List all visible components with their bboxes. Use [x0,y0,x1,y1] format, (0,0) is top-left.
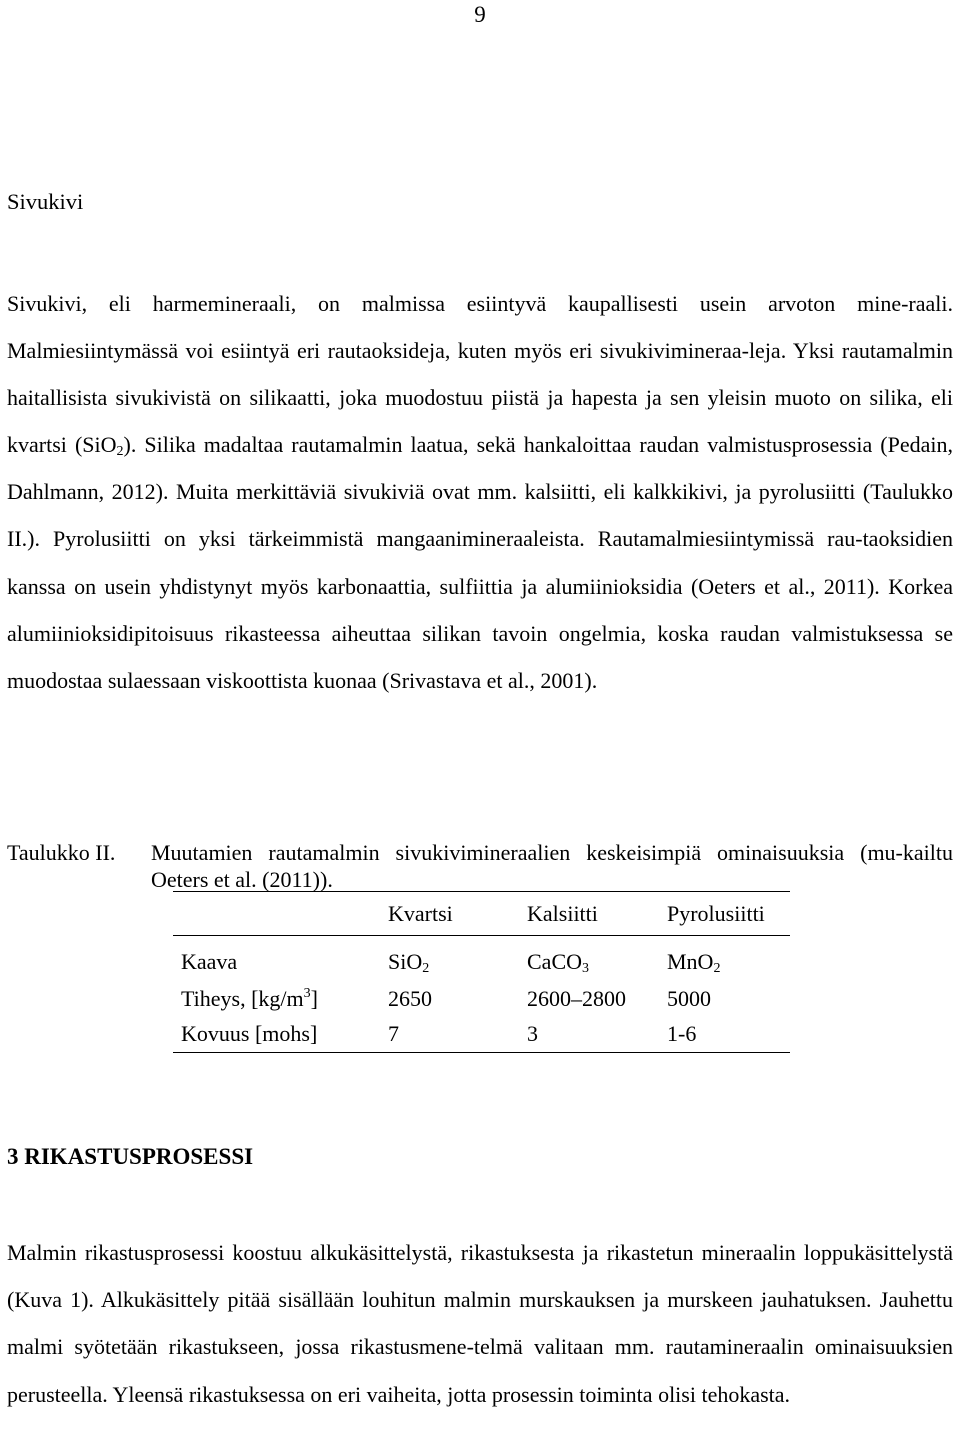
page-number: 9 [474,2,486,27]
table-cell: 5000 [667,985,711,1011]
section-heading: Sivukivi [7,189,84,214]
body-paragraph: Malmin rikastusprosessi koostuu alkukäsittelystä, rikastuksesta ja rikastetun mineraalin loppukäsittelystä (Kuva 1). Alkukäsittely pitää sisällään louhitun malmin murskauksen ja murskeen jauhatuksen. Jauhettu malmi syötetään rikastukseen, jossa rikastusmene-telmä valitaan mm. rautamineraalin ominaisuuksien perusteella. Yleensä rikastuksessa on eri vaiheita, jotta prosessin toiminta olisi tehokasta. [7,1240,953,1407]
table-header-cell: Kalsiitti [519,892,659,936]
table-header-cell: Pyrolusiitti [659,892,790,936]
table-caption-label: Taulukko II. [7,840,116,865]
subscript: 2 [116,444,124,460]
table-caption-text: Muutamien rautamalmin sivukivimineraalien keskeisimpiä ominaisuuksia (mu-kailtu Oeters et al. (2011)). [151,840,953,892]
minerals-table [173,891,790,1053]
table-cell: MnO$_2$ [667,948,721,976]
table-row [173,1017,790,1053]
body-paragraph [7,280,953,704]
table-cell: 3 [519,1017,659,1053]
section-title: 3 RIKASTUSPROSESSI [7,1144,254,1169]
table-cell: 2650 [388,985,432,1011]
table-header-row [173,892,790,936]
table-cell: 2600–2800 [527,985,626,1011]
table-cell: 7 [380,1017,519,1053]
row-label: Kaava [181,948,238,974]
paragraph-text: Sivukivi, eli harmemineraali, on malmissa esiintyvä kaupallisesti usein arvoton mine-raali. Malmiesiintymässä voi esiintyä eri rautaoksideja, kuten myös eri sivukivimineraa-leja. Yksi rautamalmin haitallisista sivukivistä on silikaatti, joka muodostuu piistä ja hapesta ja sen yleisin muoto on silika, eli kvartsi (SiO [7,291,953,458]
table-row [173,981,790,1017]
row-label: Tiheys, $[kg/m^3]$ [181,985,318,1011]
table-header-cell: Kvartsi [380,892,519,936]
table-cell: CaCO$_3$ [527,948,589,976]
table-row [173,936,790,982]
table-header-cell [173,892,380,936]
paragraph-text: ). Silika madaltaa rautamalmin laatua, sekä hankaloittaa raudan valmistusprosessia (Pedain, Dahlmann, 2012). Muita merkittäviä sivukiviä ovat mm. kalsiitti, eli kalkkikivi, ja pyrolusiitti (Taulukko II.). Pyrolusiitti on yksi tärkeimmistä mangaanimineraaleista. Rautamalmiesiintymissä rau-taoksidien kanssa on usein yhdistynyt myös karbonaattia, sulfiittia ja alumiinioksidia (Oeters et al., 2011). Korkea alumiinioksidipitoisuus rikasteessa aiheuttaa silikan tavoin ongelmia, koska raudan valmistuksessa se muodostaa sulaessaan viskoottista kuonaa (Srivastava et al., 2001). [7,432,953,693]
row-label: Kovuus [mohs] [173,1017,380,1053]
table-cell: 1-6 [659,1017,790,1053]
table-cell: SiO$_2$ [388,948,430,976]
